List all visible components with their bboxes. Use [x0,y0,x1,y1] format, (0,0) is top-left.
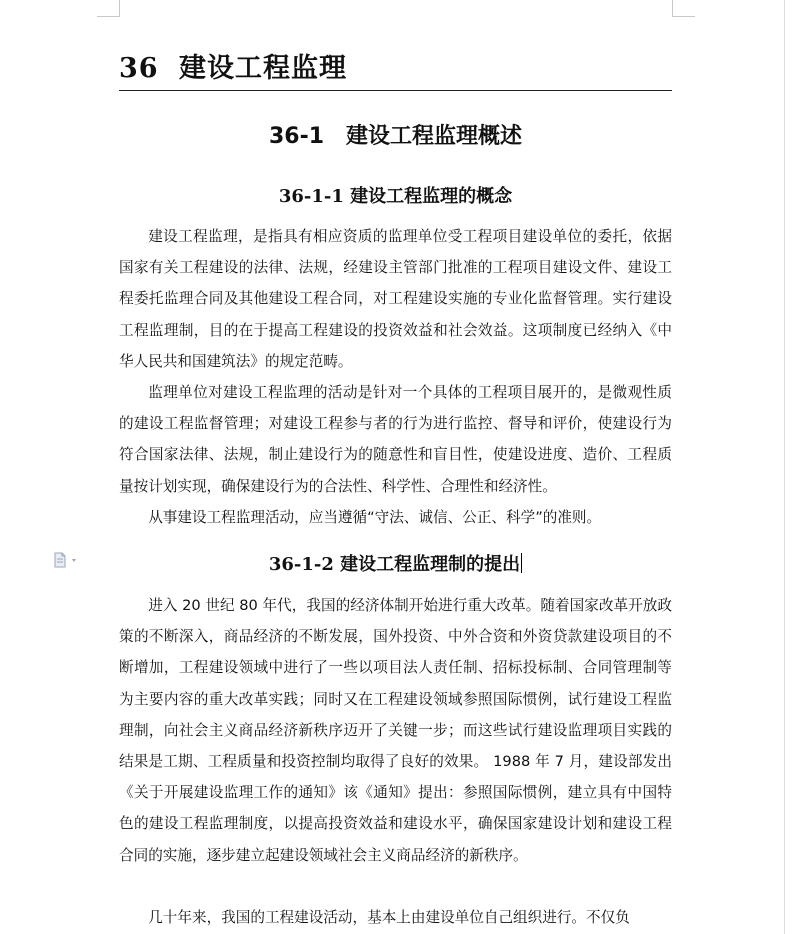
subsection-title: 36-1-2 建设工程监理制的提出 [268,554,521,575]
chapter-heading [119,46,672,85]
page-edge [784,0,785,934]
paragraph: 建设工程监理，是指具有相应资质的监理单位受工程项目建设单位的委托，依据国家有关工程建设的法律、法规，经建设主管部门批准的工程项目建设文件、建设工程委托监理合同及其他建设工程合同，对工程建设实施的专业化监督管理。实行建设工程监理制，目的在于提高工程建设的投资效益和社会效益。这项制度已经纳入《中华人民共和国建筑法》的规定范畴。 [119,228,672,370]
chapter-title: 建设工程监理 [179,53,347,84]
subsection-heading [119,550,672,576]
crop-mark-top-right [672,0,695,17]
section-title: 36-1 建设工程监理概述 [268,124,523,149]
chapter-rule [119,90,672,91]
text-cursor [521,553,522,573]
chapter-number: 36 [119,53,159,84]
document-icon[interactable] [53,552,83,568]
paragraph: 几十年来，我国的工程建设活动，基本上由建设单位自己组织进行。不仅负 [148,909,630,926]
crop-mark-top-left [97,0,120,17]
paragraph: 进入 20 世纪 80 年代，我国的经济体制开始进行重大改革。随着国家改革开放政策的不断深入，商品经济的不断发展，国外投资、中外合资和外资贷款建设项目的不断增加，工程建设领域中进行了一些以项目法人责任制、招标投标制、合同管理制等为主要内容的重大改革实践；同时又在工程建设领域参照国际惯例，试行建设工程监理制，向社会主义商品经济新秩序迈开了关键一步；而这些试行建设监理项目实践的结果是工期、工程质量和投资控制均取得了良好的效果。 1988 年 7 月，建设部发出《关于开展建设监理工作的通知》该《通知》提出：参照国际惯例，建立具有中国特色的建设工程监理制度，以提高投资效益和建设水平，确保国家建设计划和建设工程合同的实施，逐步建立起建设领域社会主义商品经济的新秩序。 [119,597,672,864]
subsection-title: 36-1-1 建设工程监理的概念 [278,186,513,207]
document-icon-glyph [53,552,83,568]
paragraph: 监理单位对建设工程监理的活动是针对一个具体的工程项目展开的，是微观性质的建设工程监督管理；对建设工程参与者的行为进行监控、督导和评价，使建设行为符合国家法律、法规，制止建设行为的随意性和盲目性，使建设进度、造价、工程质量按计划实现，确保建设行为的合法性、科学性、合理性和经济性。 [119,384,672,495]
paragraph: 从事建设工程监理活动，应当遵循“守法、诚信、公正、科学”的准则。 [148,509,602,526]
